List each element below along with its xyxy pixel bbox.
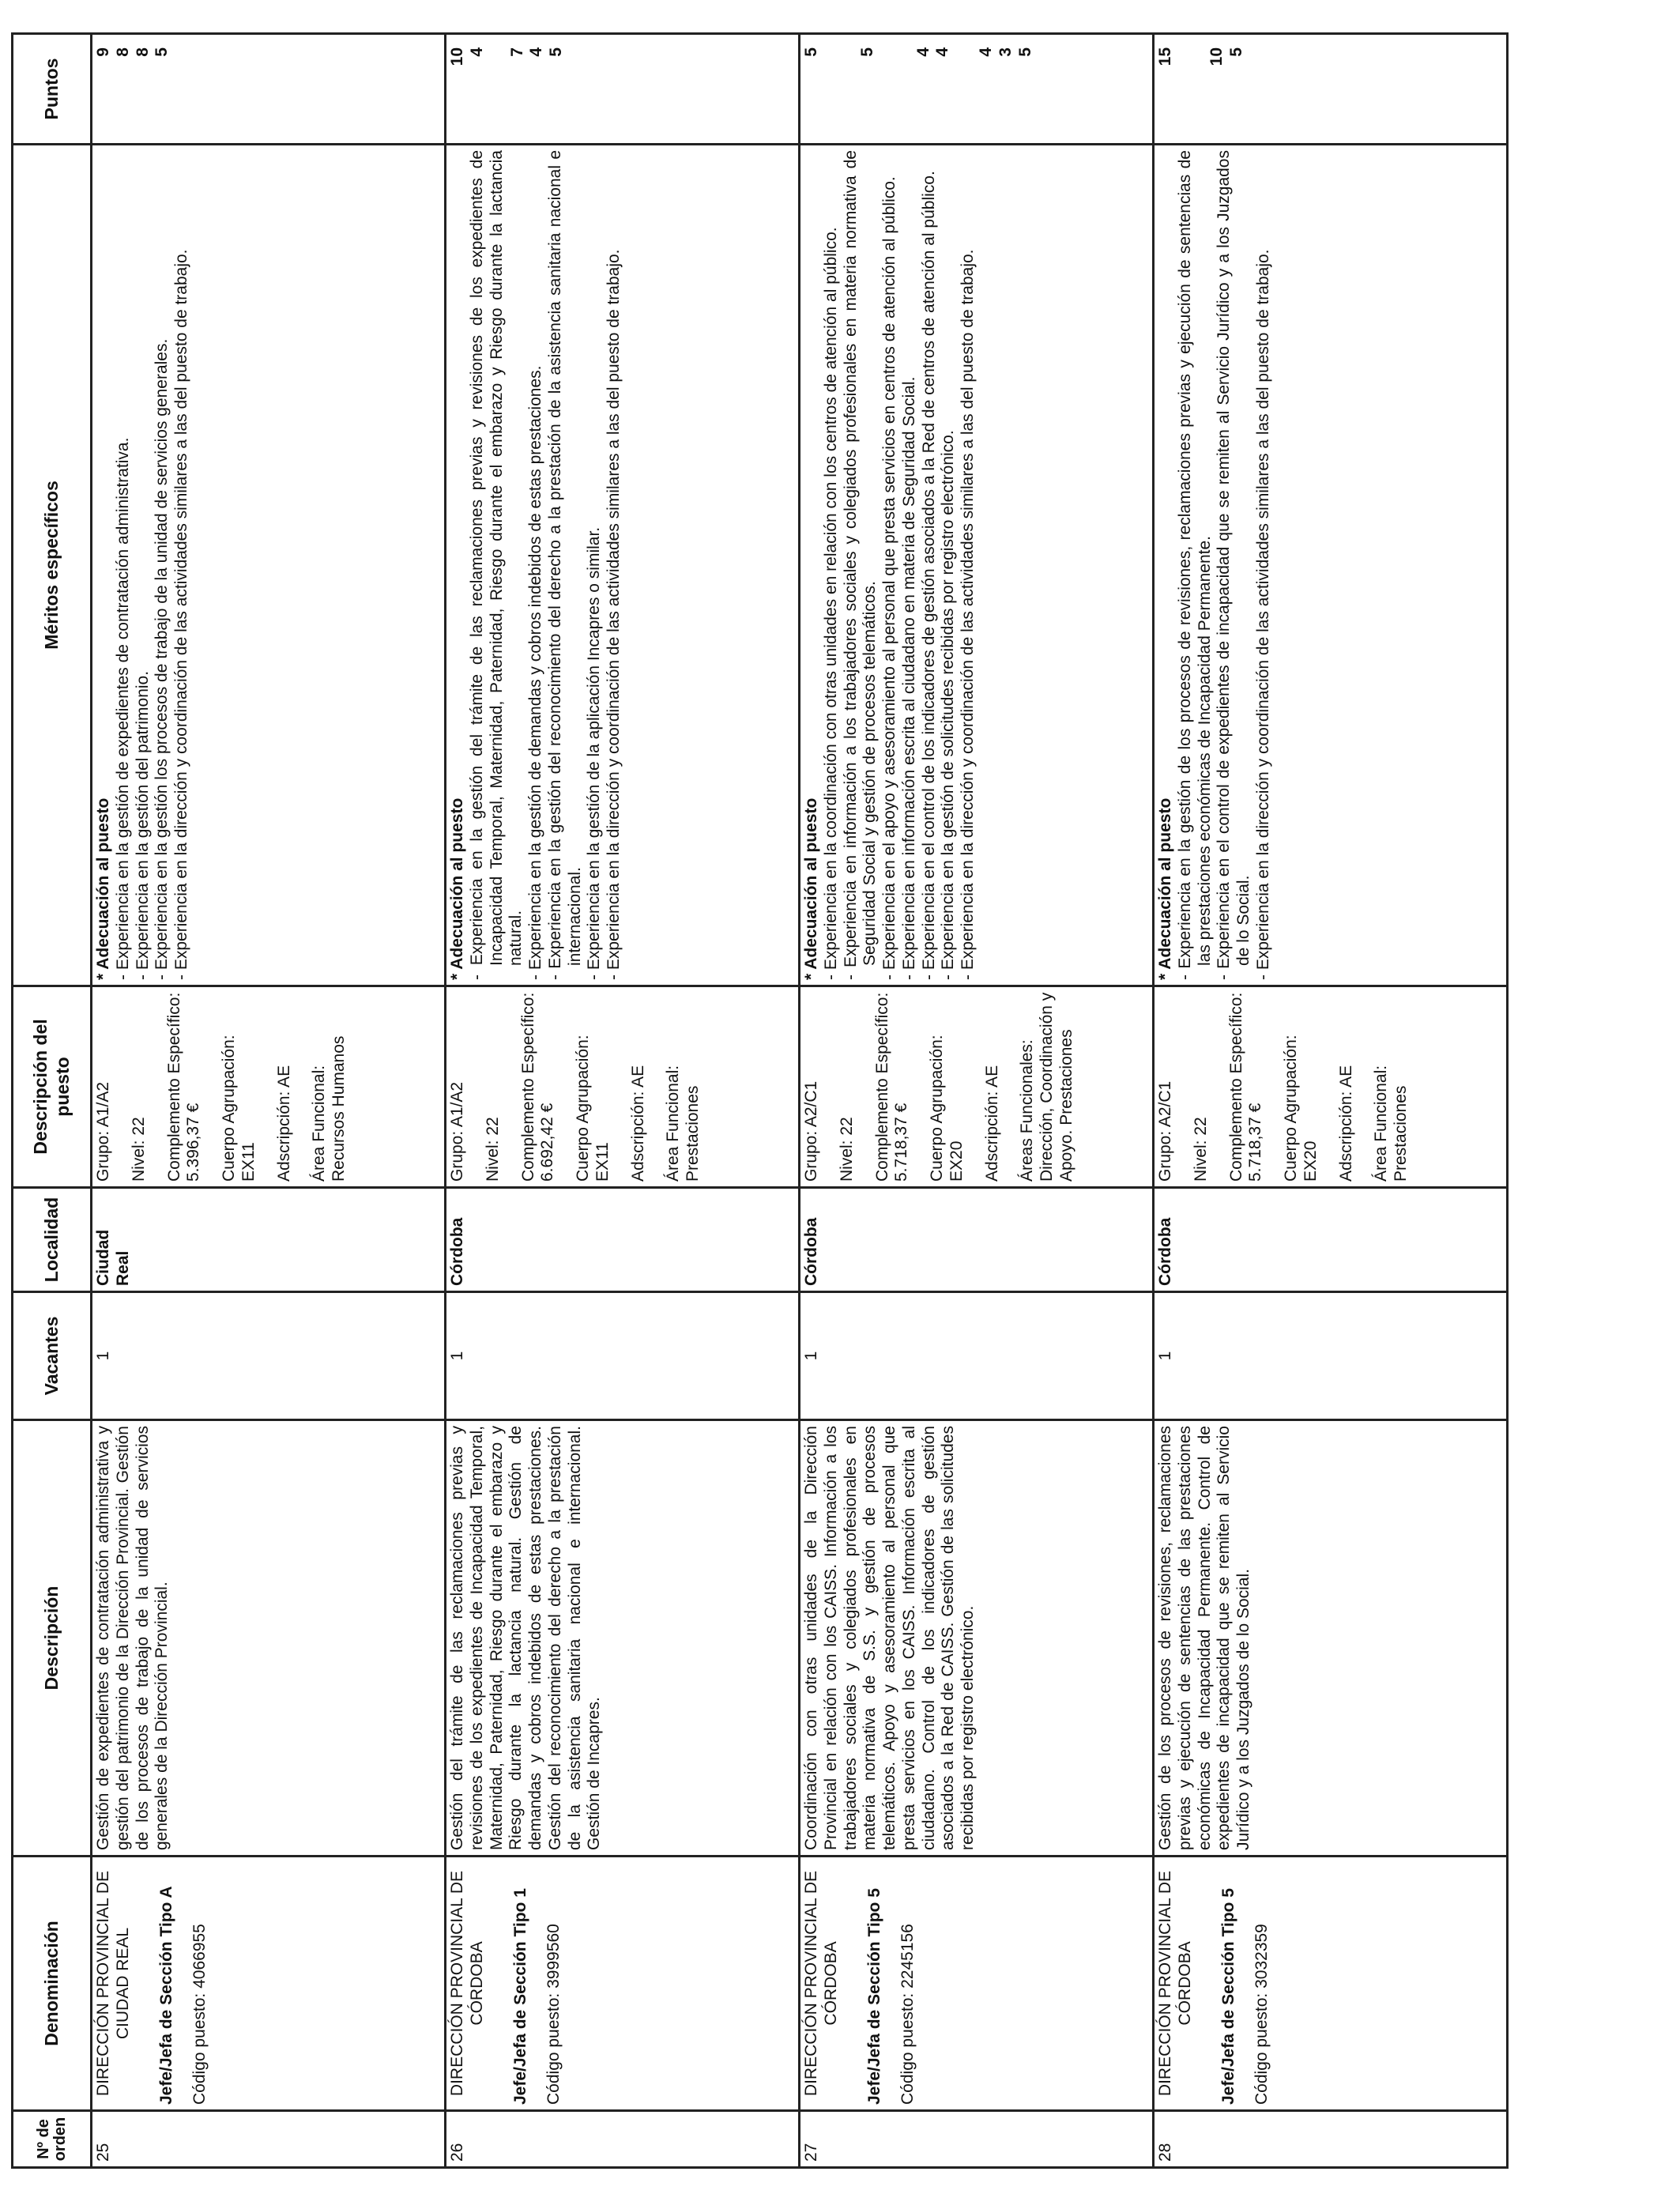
puntos-value: 8 bbox=[113, 47, 132, 57]
complemento-text: Complemento Específico: 5.396,37 € bbox=[164, 992, 203, 1182]
vacancies-count: 1 bbox=[1156, 1351, 1174, 1361]
merito-item: - Experiencia en la gestión de solicitudes recibidas por registro electrónico. bbox=[939, 430, 958, 980]
vacantes-cell bbox=[92, 1292, 446, 1420]
area-text: Área Funcional: Recursos Humanos bbox=[310, 1035, 348, 1182]
puntos-cell bbox=[92, 34, 446, 145]
descripcion-puesto-cell bbox=[92, 986, 446, 1188]
meritos-list bbox=[1176, 150, 1274, 980]
meritos-list bbox=[468, 150, 624, 980]
grupo-text: Grupo: A2/C1 bbox=[1156, 1080, 1174, 1182]
position-code: Código puesto: 2245156 bbox=[898, 1924, 917, 2105]
merito-item: - Experiencia en la gestión de expedientes de contratación administrativa. bbox=[113, 437, 132, 980]
meritos-cell bbox=[92, 145, 446, 986]
meritos-list bbox=[822, 150, 978, 980]
puntos-value: 5 bbox=[1015, 47, 1034, 57]
merito-item: - Experiencia en información a los trabajadores sociales y colegiados profesionales en materia normativa de Seguridad Social y gestión de procesos telemáticos. bbox=[841, 150, 880, 980]
position-code: Código puesto: 3999560 bbox=[544, 1924, 563, 2105]
merito-item: - Experiencia en la gestión de los procesos de revisiones, reclamaciones previas y ejecución de sentencias de las prestaciones económicas de Incapacidad Permanente. bbox=[1175, 150, 1214, 980]
complemento-text: Complemento Específico: 5.718,37 € bbox=[872, 992, 911, 1182]
organization-name: DIRECCIÓN PROVINCIAL DE CÓRDOBA bbox=[802, 1870, 840, 2097]
meritos-heading: * Adecuación al puesto bbox=[802, 797, 820, 980]
position-code: Código puesto: 3032359 bbox=[1252, 1924, 1271, 2105]
vacantes-cell bbox=[800, 1292, 1154, 1420]
meritos-cell bbox=[1154, 145, 1508, 986]
descripcion-puesto-cell bbox=[800, 986, 1154, 1188]
cuerpo-text: Cuerpo Agrupación: EX11 bbox=[220, 1035, 258, 1182]
cuerpo-text: Cuerpo Agrupación: EX20 bbox=[1282, 1035, 1320, 1182]
descripcion-cell bbox=[92, 1420, 446, 1857]
puntos-list bbox=[802, 47, 1035, 138]
orden-cell bbox=[800, 2111, 1154, 2168]
puntos-cell bbox=[800, 34, 1154, 145]
puntos-value: 5 bbox=[153, 47, 171, 57]
orden-number: 25 bbox=[94, 2143, 112, 2162]
localidad-cell bbox=[800, 1188, 1154, 1292]
complemento-text: Complemento Específico: 6.692,42 € bbox=[518, 992, 557, 1182]
puntos-value: 10 bbox=[448, 47, 466, 66]
puntos-cell bbox=[446, 34, 800, 145]
vacancies-count: 1 bbox=[448, 1351, 466, 1361]
header-descripcion: Descripción bbox=[13, 1420, 92, 1857]
description-text: Gestión de los procesos de revisiones, reclamaciones previas y ejecución de sentencias de las prestaciones económicas de Incapacidad Permanente. Control de expedientes de incapacidad que se remiten al Servicio Jurídico y a los Juzgados de lo Social. bbox=[1156, 1426, 1253, 1850]
merito-item: - Experiencia en la gestión del reconocimiento del derecho a la prestación de la asistencia sanitaria nacional e internacional. bbox=[545, 150, 584, 980]
vacancies-count: 1 bbox=[802, 1351, 820, 1361]
descripcion-cell bbox=[800, 1420, 1154, 1857]
puntos-value: 8 bbox=[133, 47, 152, 57]
puntos-value: 5 bbox=[1226, 47, 1245, 57]
table-row bbox=[92, 34, 446, 2168]
nivel-text: Nivel: 22 bbox=[837, 1117, 856, 1182]
puntos-value: 5 bbox=[857, 47, 876, 57]
orden-cell bbox=[1154, 2111, 1508, 2168]
merito-item: - Experiencia en el control de los indicadores de gestión asociados a la Red de centros de atención al público. bbox=[919, 171, 938, 980]
organization-name: DIRECCIÓN PROVINCIAL DE CÓRDOBA bbox=[448, 1870, 486, 2097]
puntos-value: 15 bbox=[1156, 47, 1174, 66]
position-type: Jefe/Jefa de Sección Tipo A bbox=[156, 1886, 175, 2105]
description-text: Gestión del trámite de las reclamaciones previas y revisiones de los expedientes de Incapacidad Temporal, Maternidad, Paternidad, Riesgo durante el embarazo y Riesgo durante la lactancia natural. Gestión de demandas y cobros indebidos de estas prestaciones. Gestión del reconocimiento del derecho a la prestación de la asistencia sanitaria nacional e internacional. Gestión de Incapres. bbox=[448, 1426, 604, 1850]
meritos-heading: * Adecuación al puesto bbox=[448, 797, 466, 980]
locality-name: Ciudad Real bbox=[94, 1229, 132, 1286]
merito-item: - Experiencia en la dirección y coordinación de las actividades similares a las del puesto de trabajo. bbox=[605, 249, 623, 980]
nivel-text: Nivel: 22 bbox=[1191, 1117, 1210, 1182]
table-row bbox=[800, 34, 1154, 2168]
merito-item: - Experiencia en la dirección y coordinación de las actividades similares a las del puesto de trabajo. bbox=[172, 249, 191, 980]
merito-item: - Experiencia en la gestión los procesos de trabajo de la unidad de servicios generales. bbox=[153, 338, 171, 980]
locality-name: Córdoba bbox=[448, 1217, 466, 1286]
adscripcion-text: Adscripción: AE bbox=[628, 1065, 647, 1182]
cuerpo-text: Cuerpo Agrupación: EX20 bbox=[928, 1035, 966, 1182]
table-row bbox=[446, 34, 800, 2168]
puntos-value: 4 bbox=[467, 47, 486, 57]
header-row bbox=[13, 34, 92, 2168]
grupo-text: Grupo: A1/A2 bbox=[94, 1081, 112, 1182]
localidad-cell bbox=[446, 1188, 800, 1292]
description-text: Gestión de expedientes de contratación administrativa y gestión del patrimonio de la Dirección Provincial. Gestión de los procesos de trabajo de la unidad de servicios generales de la Dirección Provincial. bbox=[94, 1426, 171, 1850]
organization-name: DIRECCIÓN PROVINCIAL DE CIUDAD REAL bbox=[94, 1870, 132, 2097]
puntos-value: 5 bbox=[802, 47, 820, 57]
organization-name: DIRECCIÓN PROVINCIAL DE CÓRDOBA bbox=[1156, 1870, 1194, 2097]
localidad-cell bbox=[1154, 1188, 1508, 1292]
meritos-cell bbox=[800, 145, 1154, 986]
area-text: Área Funcional: Prestaciones bbox=[664, 1065, 703, 1182]
header-vacantes: Vacantes bbox=[13, 1292, 92, 1420]
vacancies-count: 1 bbox=[94, 1351, 112, 1361]
grupo-text: Grupo: A2/C1 bbox=[802, 1080, 820, 1182]
header-puntos: Puntos bbox=[13, 34, 92, 145]
table-row bbox=[1154, 34, 1508, 2168]
denominacion-cell bbox=[800, 1857, 1154, 2111]
locality-name: Córdoba bbox=[1156, 1217, 1174, 1286]
merito-item: - Experiencia en la dirección y coordinación de las actividades similares a las del puesto de trabajo. bbox=[959, 249, 977, 980]
puntos-list bbox=[94, 47, 172, 138]
denominacion-cell bbox=[1154, 1857, 1508, 2111]
puntos-value: 4 bbox=[527, 47, 546, 57]
puntos-value: 9 bbox=[94, 47, 112, 57]
orden-cell bbox=[446, 2111, 800, 2168]
position-type: Jefe/Jefa de Sección Tipo 1 bbox=[510, 1888, 529, 2105]
position-type: Jefe/Jefa de Sección Tipo 5 bbox=[864, 1888, 883, 2105]
vacantes-cell bbox=[446, 1292, 800, 1420]
orden-number: 26 bbox=[448, 2143, 466, 2162]
denominacion-cell bbox=[92, 1857, 446, 2111]
locality-name: Córdoba bbox=[802, 1217, 820, 1286]
puntos-value: 7 bbox=[507, 47, 526, 57]
meritos-cell bbox=[446, 145, 800, 986]
orden-cell bbox=[92, 2111, 446, 2168]
puntos-value: 3 bbox=[996, 47, 1015, 57]
description-text: Coordinación con otras unidades de la Dirección Provincial en relación con los CAISS. Información a los trabajadores sociales y colegiados profesionales en materia normativa de S.S. y gestión de procesos telemáticos. Apoyo y asesoramiento al personal que presta servicios en los CAISS. Información escrita al ciudadano. Control de los indicadores de gestión asociados a la Red de CAISS. Gestión de las solicitudes recibidas por registro electrónico. bbox=[802, 1426, 977, 1850]
orden-number: 27 bbox=[802, 2143, 820, 2162]
descripcion-puesto-cell bbox=[446, 986, 800, 1188]
localidad-cell bbox=[92, 1188, 446, 1292]
puntos-value: 4 bbox=[933, 47, 952, 57]
merito-item: - Experiencia en información escrita al ciudadano en materia de Seguridad Social. bbox=[899, 376, 918, 980]
descripcion-cell bbox=[446, 1420, 800, 1857]
meritos-heading: * Adecuación al puesto bbox=[94, 797, 112, 980]
position-type: Jefe/Jefa de Sección Tipo 5 bbox=[1219, 1888, 1237, 2105]
adscripcion-text: Adscripción: AE bbox=[1336, 1065, 1355, 1182]
meritos-heading: * Adecuación al puesto bbox=[1156, 797, 1174, 980]
puntos-value: 4 bbox=[913, 47, 932, 57]
merito-item: - Experiencia en la gestión de la aplicación Incapres o similar. bbox=[585, 526, 604, 980]
vacantes-cell bbox=[1154, 1292, 1508, 1420]
merito-item: - Experiencia en la gestión del patrimonio. bbox=[133, 670, 152, 980]
puntos-value: 10 bbox=[1207, 47, 1226, 66]
header-denominacion: Denominación bbox=[13, 1857, 92, 2111]
puntos-value: 5 bbox=[547, 47, 566, 57]
complemento-text: Complemento Específico: 5.718,37 € bbox=[1226, 992, 1265, 1182]
header-descripcion-puesto: Descripción del puesto bbox=[13, 986, 92, 1188]
merito-item: - Experiencia en el apoyo y asesoramiento al personal que presta servicios en centros de atención al público. bbox=[880, 176, 899, 980]
area-text: Áreas Funcionales: Dirección, Coordinación y Apoyo. Prestaciones bbox=[1018, 992, 1075, 1182]
position-code: Código puesto: 4066955 bbox=[190, 1924, 209, 2105]
adscripcion-text: Adscripción: AE bbox=[274, 1065, 293, 1182]
merito-item: - Experiencia en el control de expedientes de incapacidad que se remiten al Servicio Jurídico y a los Juzgados de lo Social. bbox=[1215, 150, 1253, 980]
puntos-list bbox=[1156, 47, 1246, 138]
orden-number: 28 bbox=[1156, 2143, 1174, 2162]
merito-item: - Experiencia en la gestión de demandas y cobros indebidos de estas prestaciones. bbox=[526, 365, 545, 980]
descripcion-puesto-cell bbox=[1154, 986, 1508, 1188]
puntos-value: 4 bbox=[977, 47, 996, 57]
meritos-list bbox=[114, 150, 192, 980]
grupo-text: Grupo: A1/A2 bbox=[448, 1081, 466, 1182]
merito-item: - Experiencia en la gestión del trámite de las reclamaciones previas y revisiones de los expedientes de Incapacidad Temporal, Maternidad, Paternidad, Riesgo durante el embarazo y Riesgo durante la lactancia natural. bbox=[467, 150, 525, 980]
cuerpo-text: Cuerpo Agrupación: EX11 bbox=[574, 1035, 612, 1182]
positions-table bbox=[11, 32, 1509, 2169]
header-localidad: Localidad bbox=[13, 1188, 92, 1292]
header-orden: Nº de orden bbox=[13, 2111, 92, 2168]
puntos-cell bbox=[1154, 34, 1508, 145]
nivel-text: Nivel: 22 bbox=[483, 1117, 502, 1182]
denominacion-cell bbox=[446, 1857, 800, 2111]
descripcion-cell bbox=[1154, 1420, 1508, 1857]
merito-item: - Experiencia en la dirección y coordinación de las actividades similares a las del puesto de trabajo. bbox=[1253, 249, 1272, 980]
puntos-list bbox=[448, 47, 567, 138]
header-meritos: Méritos específicos bbox=[13, 145, 92, 986]
nivel-text: Nivel: 22 bbox=[129, 1117, 148, 1182]
adscripcion-text: Adscripción: AE bbox=[982, 1065, 1001, 1182]
area-text: Área Funcional: Prestaciones bbox=[1372, 1065, 1411, 1182]
merito-item: - Experiencia en la coordinación con otras unidades en relación con los centros de atención al público. bbox=[821, 227, 840, 980]
